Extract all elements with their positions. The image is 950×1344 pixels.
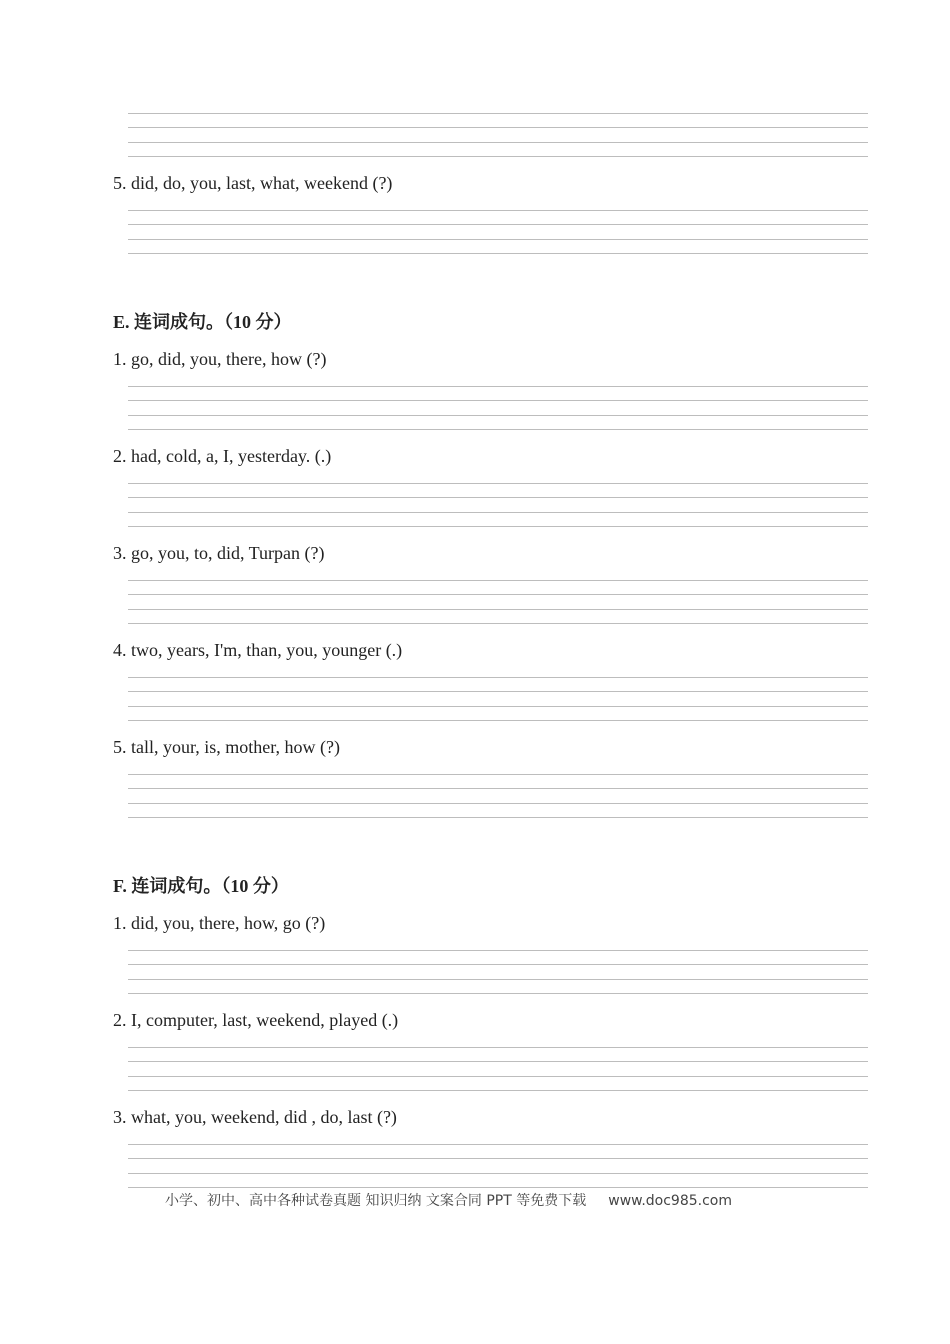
writing-lines xyxy=(128,210,868,256)
writing-lines xyxy=(128,950,868,996)
question-f1: 1. did, you, there, how, go (?) xyxy=(113,913,326,933)
question-e2: 2. had, cold, a, I, yesterday. (.) xyxy=(113,446,332,466)
section-e-heading: E. 连词成句。（10 分） xyxy=(113,312,292,332)
question-e1: 1. go, did, you, there, how (?) xyxy=(113,349,327,369)
question-f2: 2. I, computer, last, weekend, played (.) xyxy=(113,1010,399,1030)
writing-lines xyxy=(128,386,868,432)
question-d5: 5. did, do, you, last, what, weekend (?) xyxy=(113,173,393,193)
page-footer xyxy=(165,1190,732,1210)
writing-lines xyxy=(128,1144,868,1190)
question-e5: 5. tall, your, is, mother, how (?) xyxy=(113,737,341,757)
writing-lines xyxy=(128,580,868,626)
question-f3: 3. what, you, weekend, did , do, last (?) xyxy=(113,1107,397,1127)
question-e4: 4. two, years, I'm, than, you, younger (.) xyxy=(113,640,403,660)
writing-lines xyxy=(128,1047,868,1093)
question-e3: 3. go, you, to, did, Turpan (?) xyxy=(113,543,325,563)
writing-lines xyxy=(128,774,868,820)
writing-lines xyxy=(128,113,868,159)
writing-lines xyxy=(128,483,868,529)
section-f-heading: F. 连词成句。（10 分） xyxy=(113,876,289,896)
writing-lines xyxy=(128,677,868,723)
footer-text: 小学、初中、高中各种试卷真题 知识归纳 文案合同 PPT 等免费下载 xyxy=(165,1193,587,1209)
footer-url: www.doc985.com xyxy=(608,1193,732,1209)
